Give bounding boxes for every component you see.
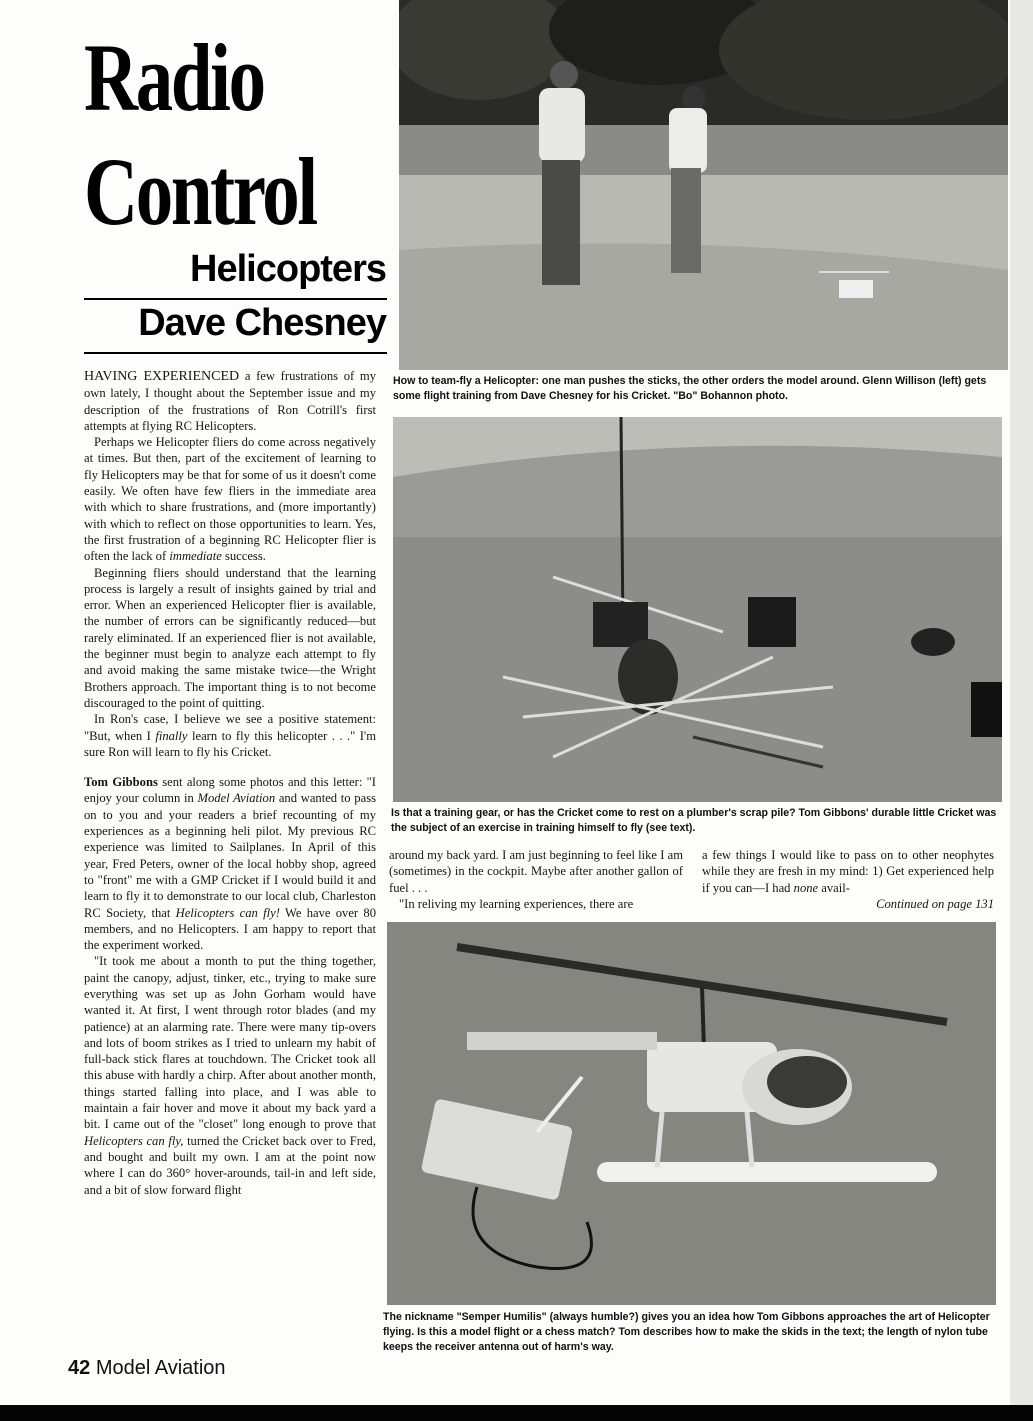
title-rule-top xyxy=(84,298,387,300)
scan-bottom-bar xyxy=(0,1405,1033,1421)
paragraph-4 xyxy=(84,711,376,760)
paragraph-3: Beginning fliers should understand that the learning process is largely a result of insights gained by trial and error. When an experienced Helicopter flier is available, the number of errors can be significantly reduced—but rarely eliminated. If an experienced flier is not available, the beginner must begin to analyze each attempt to fly and avoid making the same mistake twice—the Wright Brothers approach. The important thing is to not become discouraged to the point of quitting. xyxy=(84,565,376,710)
photo-semper-humilis-image xyxy=(387,922,996,1305)
title-line-control: Control xyxy=(84,138,316,245)
paragraph-2-text: Perhaps we Helicopter fliers do come across negatively at times. But then, part of the excitement of learning to fly Helicopters may be that for some of us it doesn't come easily. We often have few fliers in the immediate area with which to share frustrations, and (more importantly) with which to reflect on those opportunities to learn. Yes, the first frustration of a beginning RC Helicopter flier is often the lack of xyxy=(84,435,376,564)
paragraph-4-end: learn to fly this helicopter . . ." I'm sure Ron will learn to fly his Cricket. xyxy=(84,728,376,759)
paragraph-5 xyxy=(84,774,376,953)
author-byline: Dave Chesney xyxy=(138,302,386,344)
photo-training-gear xyxy=(393,417,1002,802)
subtitle: Helicopters xyxy=(190,248,386,290)
title-rule-bottom xyxy=(84,352,387,354)
column-3-emphasis: none xyxy=(793,880,819,895)
paragraph-5-name: Tom Gibbons xyxy=(84,775,158,790)
paragraph-4-emphasis: finally xyxy=(155,728,188,743)
lead-in: HAVING EXPERIENCED xyxy=(84,369,240,384)
page-footer xyxy=(68,1357,226,1380)
photo-training-gear-image xyxy=(393,417,1002,802)
scan-right-edge xyxy=(1010,0,1033,1405)
column-3-paragraph-1 xyxy=(702,847,994,896)
column-2-paragraph-1: around my back yard. I am just beginning to feel like I am (sometimes) in the cockpit. Maybe after another gallon of fuel . . . xyxy=(389,848,683,895)
column-3 xyxy=(702,847,994,912)
paragraph-2-emphasis: immediate xyxy=(169,549,222,564)
column-2-paragraph-2: "In reliving my learning experiences, there are xyxy=(399,896,634,911)
magazine-name: Model Aviation xyxy=(95,1357,226,1379)
column-3-end: avail- xyxy=(821,880,850,895)
column-1 xyxy=(84,368,376,1198)
photo-team-fly-image xyxy=(399,0,1008,370)
paragraph-5-text-b: and wanted to pass on to you and your readers a brief recounting of my experiences as a beginning heli pilot. My previous RC experience was limited to Sailplanes. In April of this year, Fred Peters, owner of the local hobby shop, agreed to "front" me with a GMP Cricket if I would build it and learn to fly it to demonstrate to our local club, Charleston RC Society, that xyxy=(84,791,377,920)
paragraph-2-end: success. xyxy=(224,549,266,564)
paragraph-2 xyxy=(84,434,376,564)
paragraph-1-text: a few frustrations of my own lately, I thought about the September issue and my description of the frustrations of Ron Cotrill's first attempts at flying RC Helicopters. xyxy=(84,369,377,433)
section-spacer xyxy=(84,760,376,774)
caption-photo-3: The nickname "Semper Humilis" (always humble?) gives you an idea how Tom Gibbons approaches the art of Helicopter flying. Is this a model flight or a chess match? Tom describes how to make the skids in the text; the length of nylon tube keeps the receiver antenna out of harm's way. xyxy=(383,1311,990,1353)
continued-line: Continued on page 131 xyxy=(876,896,994,911)
page-number: 42 xyxy=(68,1357,91,1379)
column-2 xyxy=(389,847,683,912)
paragraph-6-emphasis: Helicopters can fly, xyxy=(84,1133,184,1148)
paragraph-5-text-a: sent along some photos and this letter: "I enjoy your column in xyxy=(84,775,377,806)
paragraph-4-text: In Ron's case, I believe we see a positive statement: "But, when I xyxy=(84,712,376,743)
paragraph-1 xyxy=(84,368,376,434)
paragraph-6-text-b: turned the Cricket back over to Fred, and bought and built my own. I am at the point now where I can do 360° hover-arounds, tail-in and left side, and a bit of slow forward flight xyxy=(84,1133,376,1197)
column-3-text: a few things I would like to pass on to other neophytes while they are fresh in my mind: 1) Get experienced help if you can—I had xyxy=(702,848,994,895)
paragraph-6 xyxy=(84,953,376,1197)
caption-photo-2: Is that a training gear, or has the Cricket come to rest on a plumber's scrap pile? Tom Gibbons' durable little Cricket was the subject of an exercise in training himself to fly (see text). xyxy=(391,807,997,834)
paragraph-5-text-c: We have over 80 members, and no Helicopters. I am happy to report that the experiment worked. xyxy=(84,905,376,953)
title-line-radio: Radio xyxy=(84,24,264,131)
paragraph-5-emphasis-1: Model Aviation xyxy=(197,791,276,806)
caption-photo-1: How to team-fly a Helicopter: one man pushes the sticks, the other orders the model around. Glenn Willison (left) gets some flight training from Dave Chesney for his Cricket. "Bo" Bohannon photo. xyxy=(393,375,987,402)
paragraph-6-text-a: "It took me about a month to put the thing together, paint the canopy, adjust, tinker, etc., trying to make sure everything was set up as John Gorham would have wanted it. At first, I went through rotor blades (and my patience) at an alarming rate. There were many tip-overs and lots of boom strikes as I tried to unlearn my habit of full-back stick flares at touchdown. The Cricket took all this abuse with hardly a chirp. After about another month, things started falling into place, and I was able to maintain a fair hover and move it about my back yard a bit. I came out of the "closet" long enough to prove that xyxy=(84,954,376,1132)
photo-semper-humilis xyxy=(387,922,996,1305)
paragraph-5-emphasis-2: Helicopters can fly! xyxy=(175,905,280,920)
photo-team-fly xyxy=(399,0,1008,370)
